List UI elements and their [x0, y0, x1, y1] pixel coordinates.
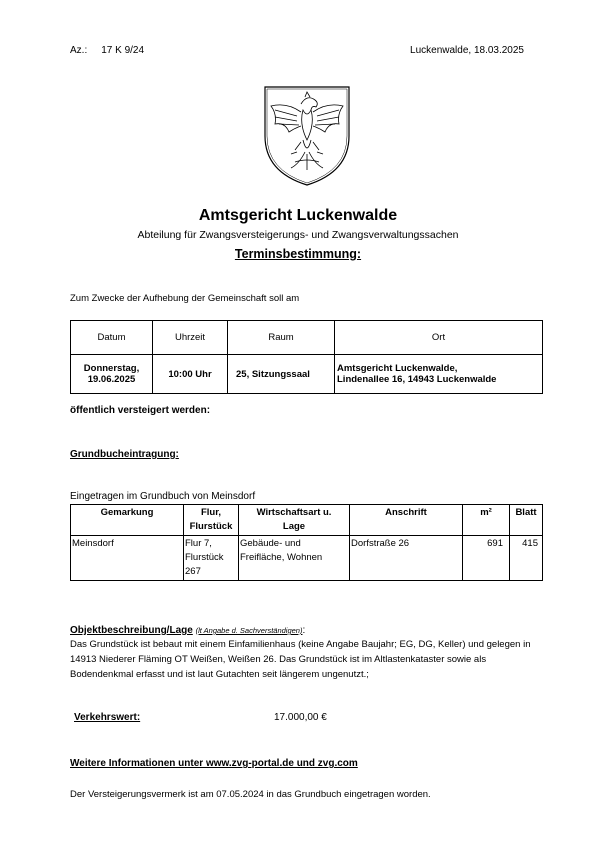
info-links: Weitere Informationen unter www.zvg-portal.de und zvg.com	[70, 758, 358, 769]
court-title: Amtsgericht Luckenwalde	[198, 207, 398, 224]
cell-ort	[335, 355, 543, 394]
header-raum: Raum	[228, 321, 335, 355]
flur-line1: Flur 7,	[185, 538, 212, 549]
table-row	[71, 536, 543, 581]
cell-datum	[71, 355, 153, 394]
cell-anschrift: Dorfstraße 26	[350, 536, 463, 581]
cell-raum: 25, Sitzungssaal	[228, 355, 335, 394]
date-value: 19.06.2025	[87, 374, 136, 385]
cell-flur	[184, 536, 239, 581]
grundbuch-heading: Grundbucheintragung:	[70, 449, 179, 460]
cell-blatt: 415	[510, 536, 543, 581]
objekt-heading	[70, 625, 305, 636]
verkehrswert-value: 17.000,00 €	[274, 712, 327, 723]
header-m2: m²	[463, 505, 510, 536]
wirtschaft-line1: Gebäude- und	[240, 538, 301, 549]
header-blatt: Blatt	[510, 505, 543, 536]
header-wirtschaftsart	[239, 505, 350, 536]
flur-line2: Flurstück	[185, 552, 224, 563]
header-flur-line1: Flur,	[200, 507, 222, 518]
place-date: Luckenwalde, 18.03.2025	[410, 45, 524, 56]
verkehrswert-label: Verkehrswert:	[74, 712, 141, 723]
date-weekday: Donnerstag,	[83, 363, 140, 374]
objekt-description: Das Grundstück ist bebaut mit einem Einfamilienhaus (keine Angabe Baujahr; EG, DG, Keller) und gelegen in 14913 Niederer Fläming OT Weißen, Weißen 26. Das Grundstück ist im Altlastenkataster sowie als Bodendenkmal erfasst und ist laut Gutachten seit längerem ungenutzt.;	[70, 639, 531, 680]
eagle-coat-of-arms-icon	[261, 84, 353, 188]
cell-uhrzeit: 10:00 Uhr	[153, 355, 228, 394]
flur-line3: 267	[185, 566, 201, 577]
az-label: Az.:	[70, 45, 88, 56]
table-header-row	[71, 505, 543, 536]
cell-wirtschaftsart	[239, 536, 350, 581]
objekt-heading-colon: :	[302, 625, 306, 636]
header-flur-line2: Flurstück	[189, 521, 233, 532]
table-row	[71, 355, 543, 394]
wirtschaft-line2: Freifläche, Wohnen	[240, 552, 323, 563]
header-ort: Ort	[335, 321, 543, 355]
cell-m2: 691	[463, 536, 510, 581]
objekt-heading-main: Objektbeschreibung/Lage	[70, 625, 193, 636]
header-flur	[184, 505, 239, 536]
header-uhrzeit: Uhrzeit	[153, 321, 228, 355]
place-line1: Amtsgericht Luckenwalde,	[337, 363, 458, 374]
objekt-heading-note: (lt Angabe d. Sachverständigen)	[195, 626, 303, 635]
aktenzeichen	[70, 45, 144, 56]
table-header-row	[71, 321, 543, 355]
header-gemarkung: Gemarkung	[71, 505, 184, 536]
grundbuch-table	[70, 504, 543, 581]
terminsbestimmung-heading: Terminsbestimmung:	[234, 247, 362, 261]
az-number: 17 K 9/24	[101, 45, 145, 56]
header-anschrift: Anschrift	[350, 505, 463, 536]
court-subtitle: Abteilung für Zwangsversteigerungs- und Zwangsverwaltungssachen	[137, 229, 459, 241]
cell-gemarkung: Meinsdorf	[71, 536, 184, 581]
header-wirtschaft-line1: Wirtschaftsart u.	[256, 507, 332, 518]
versteigerungsvermerk: Der Versteigerungsvermerk ist am 07.05.2024 in das Grundbuch eingetragen worden.	[70, 789, 431, 800]
header-wirtschaft-line2: Lage	[282, 521, 306, 532]
appointment-table	[70, 320, 543, 394]
header-datum: Datum	[71, 321, 153, 355]
intro-text: Zum Zwecke der Aufhebung der Gemeinschaft soll am	[70, 293, 300, 304]
grundbuch-intro: Eingetragen im Grundbuch von Meinsdorf	[70, 491, 256, 502]
versteigert-text: öffentlich versteigert werden:	[70, 405, 211, 416]
place-line2: Lindenallee 16, 14943 Luckenwalde	[337, 374, 497, 385]
